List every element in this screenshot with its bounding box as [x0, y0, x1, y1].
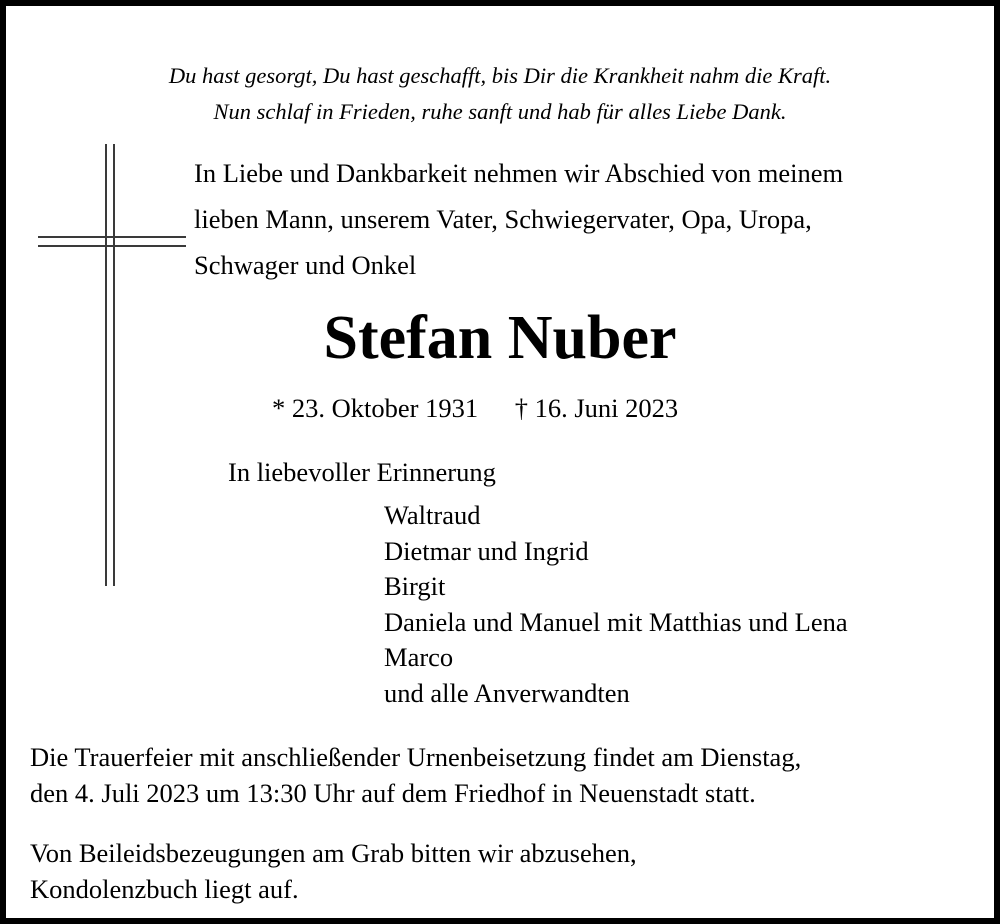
mourner-item: Marco — [384, 642, 454, 672]
ceremony-line-1: Die Trauerfeier mit anschließender Urnenbeisetzung findet am Dienstag, — [30, 742, 802, 772]
mourner-item: Birgit — [384, 571, 446, 601]
life-dates — [272, 390, 678, 426]
motto-line-2: Nun schlaf in Frieden, ruhe sanft und hab für alles Liebe Dank. — [213, 99, 787, 124]
mourners-list — [384, 498, 848, 711]
ceremony-info — [30, 739, 801, 811]
intro-text — [194, 150, 843, 288]
intro-line-2: lieben Mann, unserem Vater, Schwiegervater, Opa, Uropa, — [194, 204, 812, 234]
mourner-item: und alle Anverwandten — [384, 677, 630, 708]
intro-line-1: In Liebe und Dankbarkeit nehmen wir Abschied von meinem — [194, 158, 844, 188]
mourner-item: Dietmar und Ingrid — [384, 535, 589, 566]
memory-heading: In liebevoller Erinnerung — [228, 457, 496, 487]
death-date: † 16. Juni 2023 — [514, 393, 679, 423]
mourner-item: Daniela und Manuel mit Matthias und Lena — [384, 606, 848, 637]
condolence-note — [30, 835, 637, 907]
deceased-name: Stefan Nuber — [323, 304, 677, 372]
motto-verse — [6, 58, 994, 130]
motto-line-1: Du hast gesorgt, Du hast geschafft, bis Dir die Krankheit nahm die Kraft. — [168, 63, 832, 88]
condolence-line-1: Von Beileidsbezeugungen am Grab bitten wir abzusehen, — [30, 838, 637, 868]
mourner-item: Waltraud — [384, 500, 481, 530]
intro-line-3: Schwager und Onkel — [194, 250, 417, 280]
condolence-line-2: Kondolenzbuch liegt auf. — [30, 874, 299, 904]
ceremony-line-2: den 4. Juli 2023 um 13:30 Uhr auf dem Friedhof in Neuenstadt statt. — [30, 778, 756, 808]
birth-date: * 23. Oktober 1931 — [272, 393, 479, 423]
